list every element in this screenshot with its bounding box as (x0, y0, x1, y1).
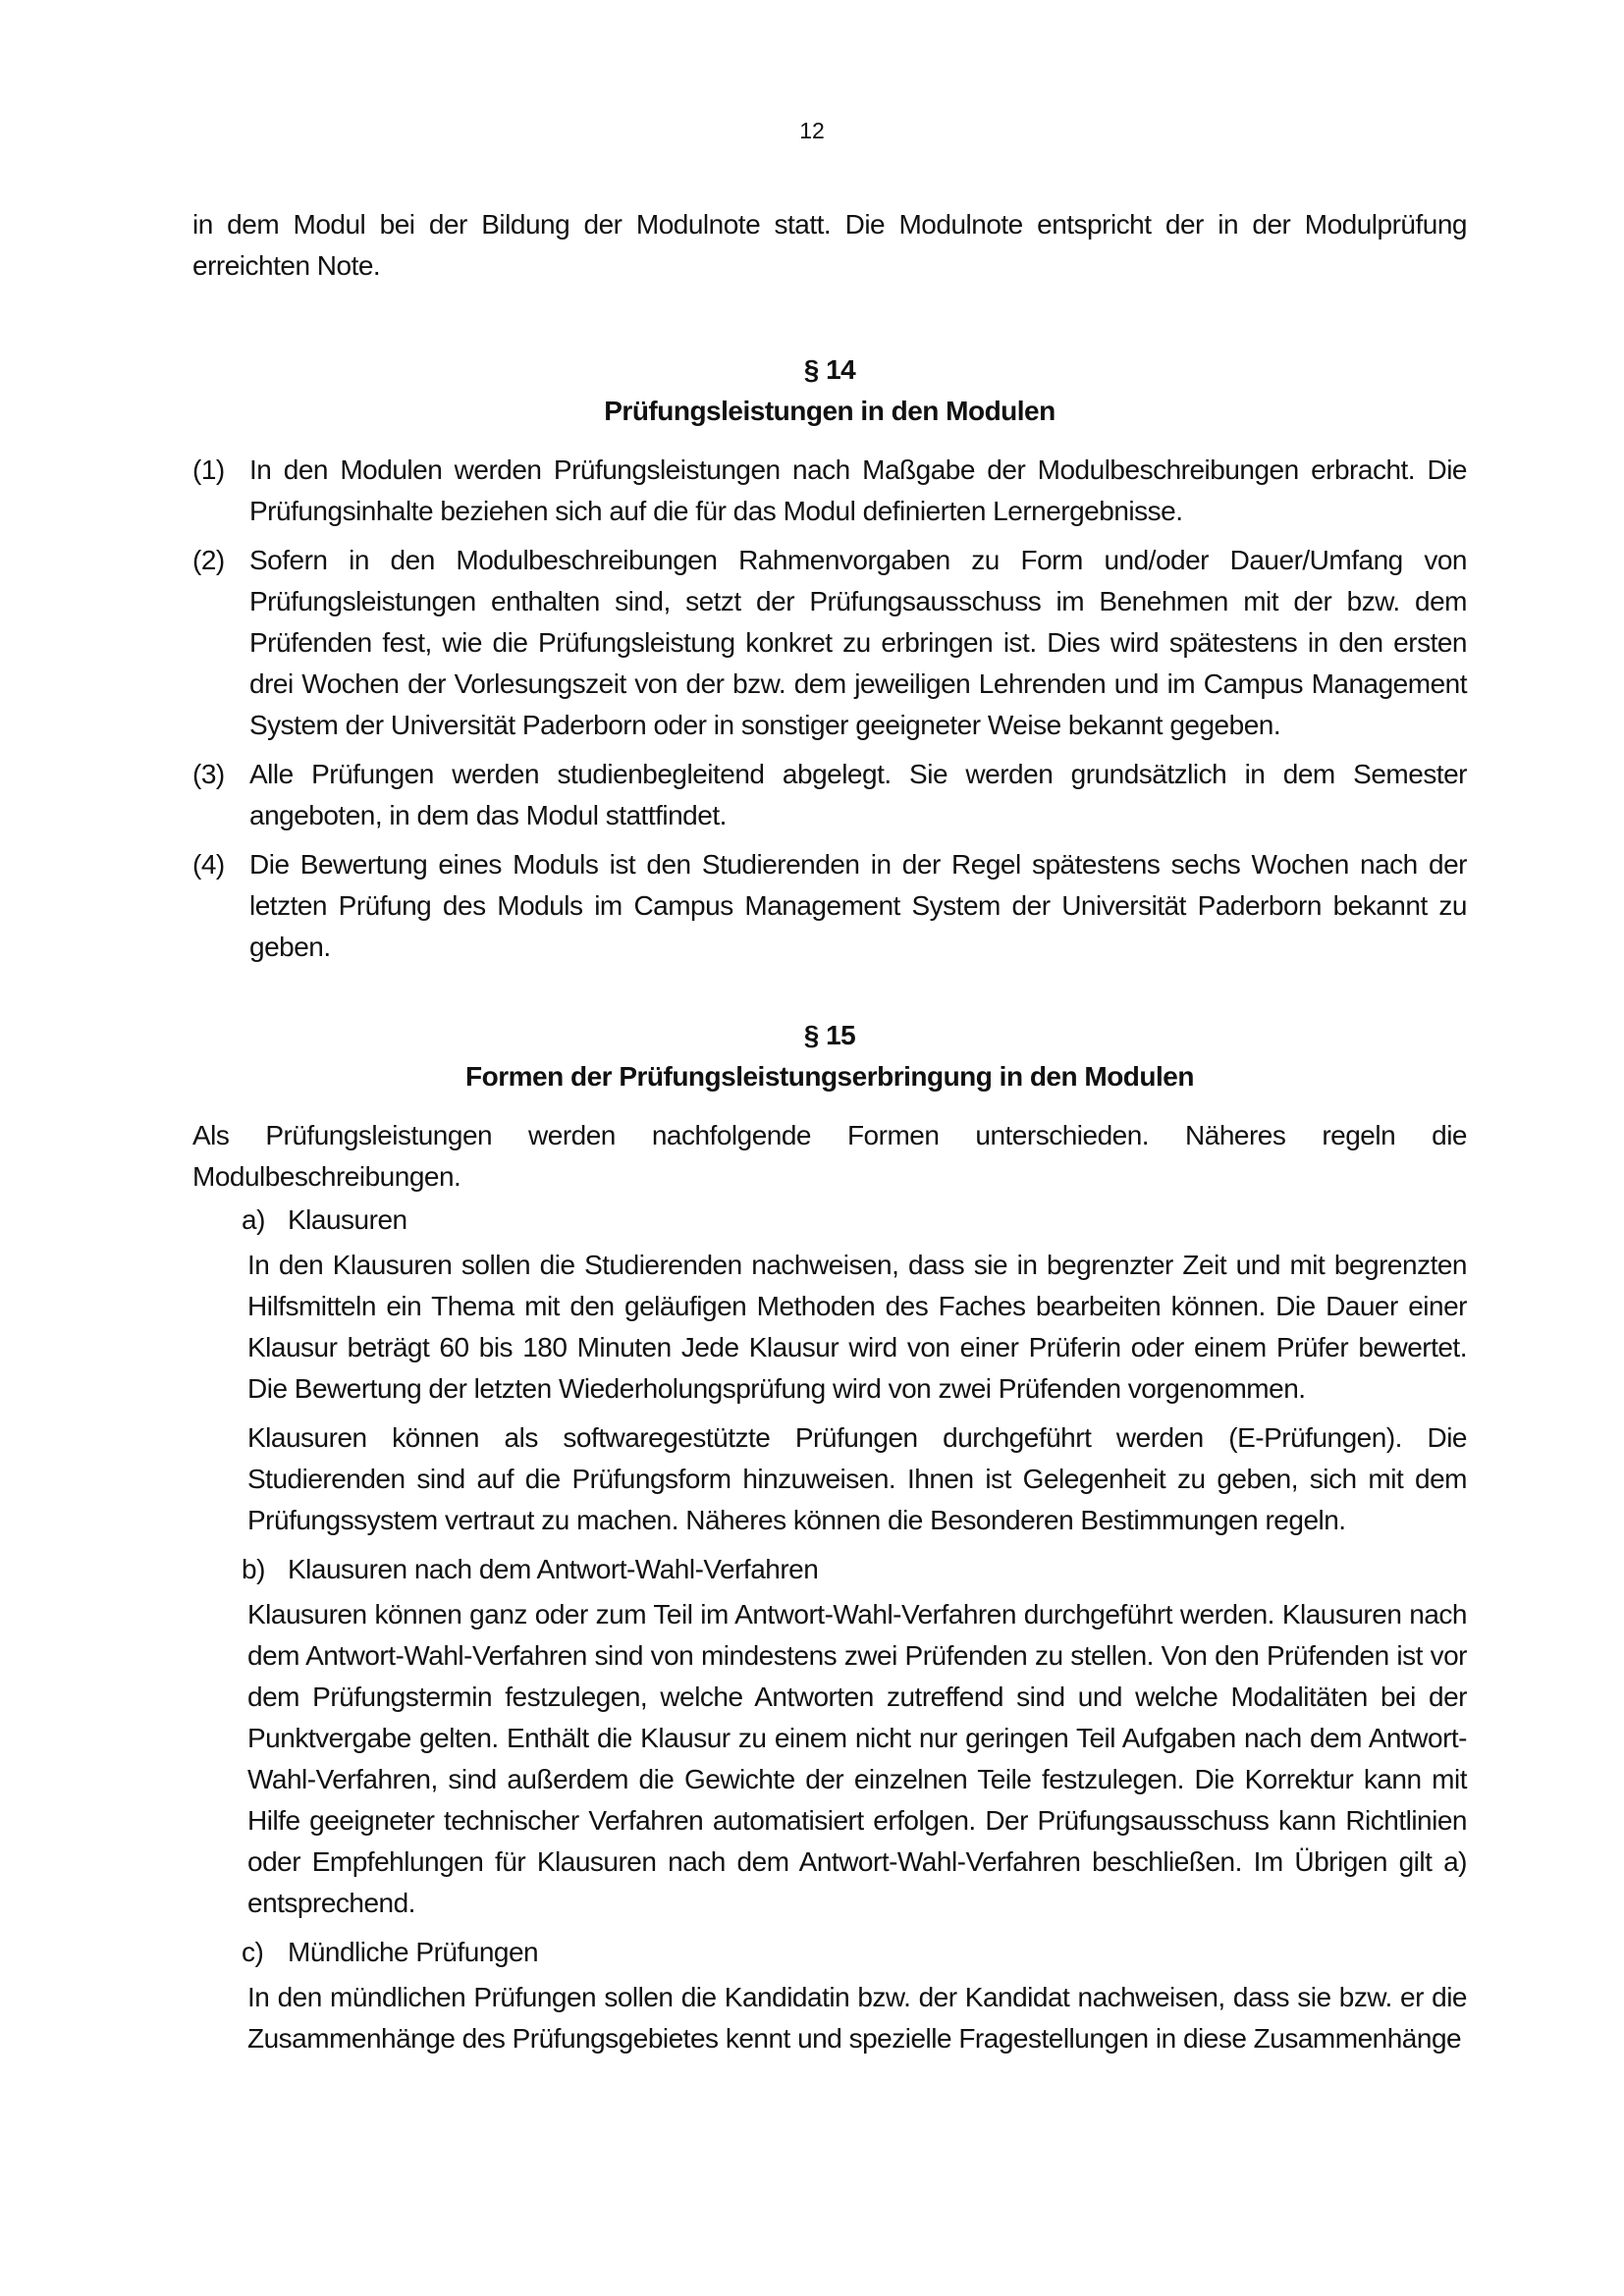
intro-paragraph: in dem Modul bei der Bildung der Modulnote statt. Die Modulnote entspricht der in der Modulprüfung erreichten Note. (192, 209, 1467, 281)
list-item (192, 540, 1467, 746)
form-paragraph: Klausuren können ganz oder zum Teil im Antwort-Wahl-Verfahren durchgeführt werden. Klausuren nach dem Antwort-Wahl-Verfahren sind von mindestens zwei Prüfenden zu stellen. Von den Prüfenden ist vor dem Prüfungstermin festzulegen, welche Antworten zutreffend sind und welche Modalitäten bei der Punktvergabe gelten. Enthält die Klausur zu einem nicht nur geringen Teil Aufgaben nach dem Antwort-Wahl-Verfahren, sind außerdem die Gewichte der einzelnen Teile festzulegen. Die Korrektur kann mit Hilfe geeigneter technischer Verfahren automatisiert erfolgen. Der Prüfungsausschuss kann Richtlinien oder Empfehlungen für Klausuren nach dem Antwort-Wahl-Verfahren beschließen. Im Übrigen gilt a) entsprechend. (247, 1599, 1467, 1918)
section-14-number: § 14 (803, 354, 856, 385)
page-number: 12 (799, 118, 825, 143)
form-paragraph: In den Klausuren sollen die Studierenden nachweisen, dass sie in begrenzter Zeit und mit begrenzten Hilfsmitteln ein Thema mit den geläufigen Methoden des Faches bearbeiten können. Die Dauer einer Klausur beträgt 60 bis 180 Minuten Jede Klausur wird von einer Prüferin oder einem Prüfer bewertet. Die Bewertung der letzten Wiederholungsprüfung wird von zwei Prüfenden vorgenommen. (247, 1250, 1467, 1404)
form-heading-c (242, 1932, 1467, 1973)
list-item-text: Die Bewertung eines Moduls ist den Studierenden in der Regel spätestens sechs Wochen nach der letzten Prüfung des Moduls im Campus Management System der Universität Paderborn bekannt zu geben. (249, 849, 1467, 962)
form-heading-b (242, 1549, 1467, 1590)
form-title: Klausuren (288, 1204, 407, 1235)
form-title: Mündliche Prüfungen (288, 1937, 539, 1967)
list-item-number: (1) (192, 454, 225, 485)
section-14-heading (192, 349, 1467, 432)
form-letter: b) (242, 1554, 265, 1584)
list-item (192, 754, 1467, 836)
form-title: Klausuren nach dem Antwort-Wahl-Verfahren (288, 1554, 819, 1584)
section-14-title: Prüfungsleistungen in den Modulen (604, 396, 1056, 426)
section-15-intro: Als Prüfungsleistungen werden nachfolgende Formen unterschieden. Näheres regeln die Modulbeschreibungen. (192, 1120, 1467, 1192)
section-15-heading (192, 1015, 1467, 1097)
list-item-number: (2) (192, 545, 225, 575)
form-paragraph: Klausuren können als softwaregestützte Prüfungen durchgeführt werden (E-Prüfungen). Die Studierenden sind auf die Prüfungsform hinzuweisen. Ihnen ist Gelegenheit zu geben, sich mit dem Prüfungssystem vertraut zu machen. Näheres können die Besonderen Bestimmungen regeln. (247, 1422, 1467, 1535)
form-heading-a (242, 1200, 1467, 1241)
list-item-text: In den Modulen werden Prüfungsleistungen nach Maßgabe der Modulbeschreibungen erbracht. Die Prüfungsinhalte beziehen sich auf die für das Modul definierten Lernergebnisse. (249, 454, 1467, 526)
list-item-number: (4) (192, 849, 225, 880)
list-item-number: (3) (192, 759, 225, 789)
list-item-text: Sofern in den Modulbeschreibungen Rahmenvorgaben zu Form und/oder Dauer/Umfang von Prüfungsleistungen enthalten sind, setzt der Prüfungsausschuss im Benehmen mit der bzw. dem Prüfenden fest, wie die Prüfungsleistung konkret zu erbringen ist. Dies wird spätestens in den ersten drei Wochen der Vorlesungszeit von der bzw. dem jeweiligen Lehrenden und im Campus Management System der Universität Paderborn oder in sonstiger geeigneter Weise bekannt gegeben. (249, 545, 1467, 740)
section-15-number: § 15 (803, 1020, 856, 1050)
form-letter: c) (242, 1937, 264, 1967)
section-15-title: Formen der Prüfungsleistungserbringung in den Modulen (465, 1061, 1194, 1092)
section-14-list (192, 450, 1467, 968)
page-content (192, 204, 1467, 2067)
form-paragraph: In den mündlichen Prüfungen sollen die Kandidatin bzw. der Kandidat nachweisen, dass sie bzw. er die Zusammenhänge des Prüfungsgebietes kennt und spezielle Fragestellungen in diese Zusammenhänge (247, 1982, 1467, 2054)
list-item (192, 844, 1467, 968)
form-letter: a) (242, 1204, 265, 1235)
list-item-text: Alle Prüfungen werden studienbegleitend abgelegt. Sie werden grundsätzlich in dem Semester angeboten, in dem das Modul stattfindet. (249, 759, 1467, 830)
list-item (192, 450, 1467, 532)
